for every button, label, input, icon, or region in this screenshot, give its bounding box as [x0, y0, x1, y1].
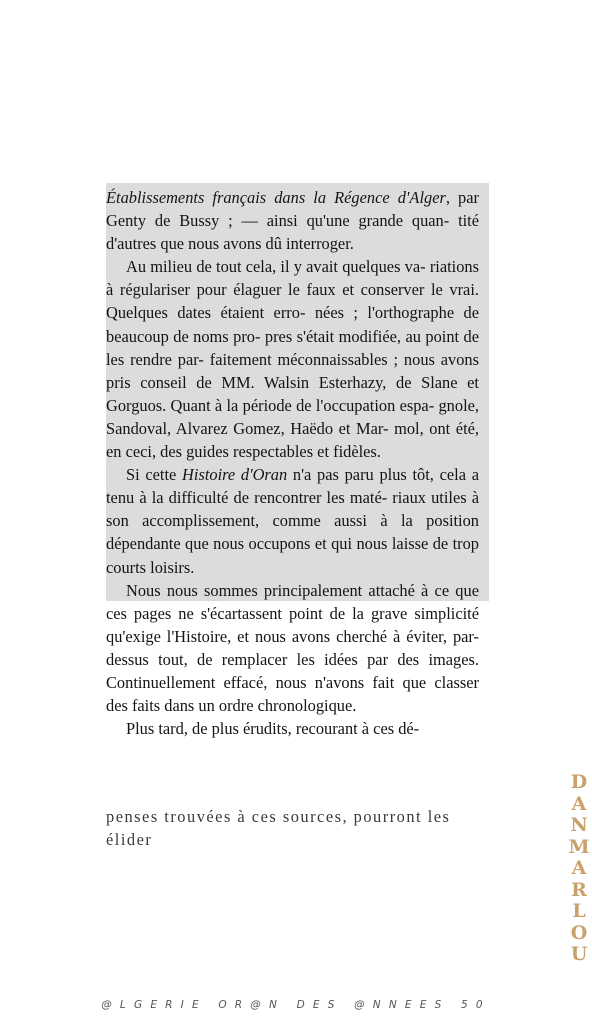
text-line: conseil de MM. Walsin Esterhazy, de Slane et — [140, 372, 479, 392]
page-footer: @LGERIE OR@N DES @NNEES 50 — [101, 999, 491, 1011]
text-line: Établissements français dans la Régence d'Alger, — [106, 188, 450, 207]
paragraph — [106, 579, 479, 718]
text-line: riaux utiles à son accomplissement, comme aussi — [106, 488, 479, 531]
paragraph — [106, 717, 479, 740]
text-line: par Genty de Bussy ; — ainsi qu'une grande quan- — [106, 188, 479, 231]
text-line: les idées par des images. Continuellement effacé, — [106, 649, 479, 692]
text-line: à la position dépendante que nous occupons et — [106, 511, 480, 554]
watermark-letter: M — [568, 835, 590, 858]
watermark-letter: A — [571, 792, 587, 815]
text-line: nous n'avons fait que classer des faits dans un — [106, 672, 480, 716]
document-text — [106, 186, 479, 740]
watermark-letter: O — [570, 921, 588, 944]
text-line: riations à régulariser pour élaguer le faux et — [106, 257, 479, 300]
text-line: grave simplicité qu'exige l'Histoire, et nous avons — [106, 603, 479, 646]
text-line: conserver le vrai. Quelques dates étaient erro- — [106, 280, 479, 323]
text-line: pres s'était modifiée, au point de les rendre par- — [106, 326, 479, 369]
text-line: Au milieu de tout cela, il y avait quelques va- — [126, 257, 426, 277]
text-line: Gorguos. Quant à la période de l'occupation espa- — [106, 395, 435, 415]
watermark-letter: D — [570, 771, 588, 793]
text-line: cherché à éviter, par-dessus tout, de remplacer — [106, 626, 480, 669]
watermark-letter: A — [571, 857, 587, 879]
text-line: Plus tard, de plus érudits, recourant à ces dé- — [126, 719, 420, 739]
text-line: fidèles. — [333, 442, 381, 462]
cropped-text-line-content: penses trouvées à ces sources, pourront les élider — [106, 807, 451, 849]
watermark-letter: N — [570, 814, 588, 836]
text-line: qui nous laisse de trop courts loisirs. — [106, 534, 479, 577]
text-line: ce que ces pages ne s'écartassent point de la — [106, 580, 479, 623]
text-line: mol, ont été, en ceci, des guides respectables et — [106, 418, 479, 462]
watermark-letter: L — [572, 900, 586, 922]
text-line: Nous nous sommes principalement attaché à — [126, 580, 429, 600]
cropped-text-line — [106, 807, 479, 849]
paragraph — [106, 255, 479, 463]
watermark — [566, 772, 592, 966]
watermark-letter: U — [570, 943, 588, 965]
text-line: cela a tenu à la difficulté de rencontrer les maté- — [106, 465, 479, 508]
text-line: ordre chronologique. — [218, 696, 357, 716]
text-line: faitement méconnaissables ; nous avons pris — [106, 349, 479, 392]
watermark-letter: R — [571, 878, 587, 901]
text-line: nées ; l'orthographe de beaucoup de noms pro- — [106, 303, 480, 346]
text-line: gnole, Sandoval, Alvarez Gomez, Haëdo et Mar- — [106, 395, 479, 438]
paragraph — [106, 463, 479, 578]
text-line: tité d'autres que nous avons dû interroger. — [106, 211, 479, 254]
text-line: Si cette Histoire d'Oran n'a pas paru plus tôt, — [126, 465, 434, 485]
paragraph — [106, 186, 479, 255]
